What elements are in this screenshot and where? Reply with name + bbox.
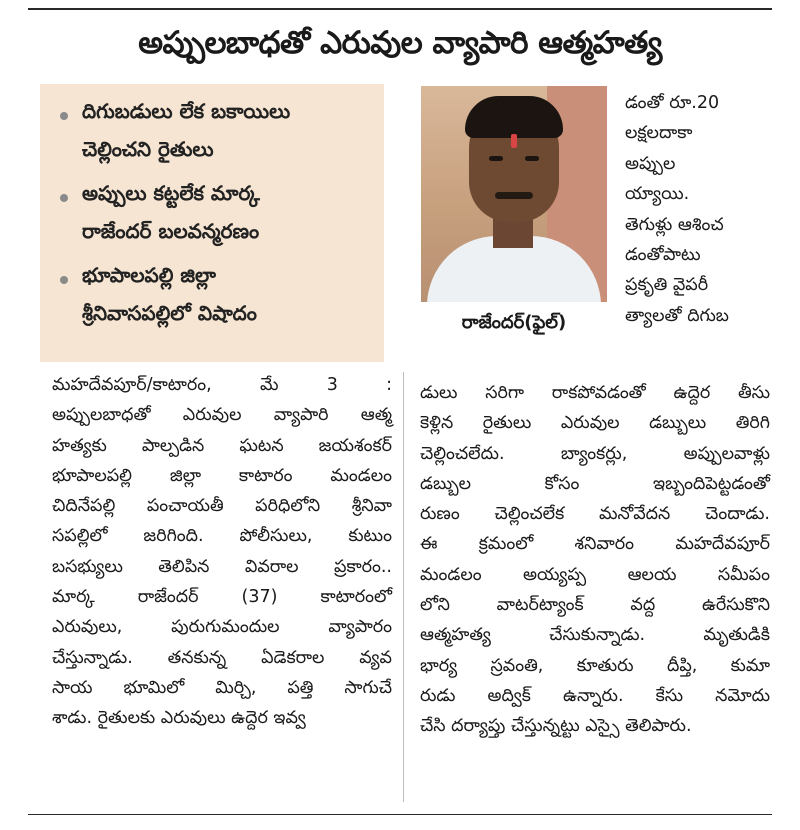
left-body-column xyxy=(52,370,392,734)
side-line: అప్పుల xyxy=(625,153,676,174)
body-line: హత్యకు పాల్పడిన ఘటన జయశంకర్ xyxy=(52,435,392,456)
highlight-text xyxy=(82,92,290,168)
side-line: య్యాయి. xyxy=(625,184,690,205)
photo-eye xyxy=(489,156,503,161)
side-line: ప్రకృతి వైపరీ xyxy=(625,275,709,296)
highlight-line: రాజేందర్ బలవన్మరణం xyxy=(82,219,260,243)
body-line: ఆత్మహత్య చేసుకున్నాడు. మృతుడికి xyxy=(420,625,770,646)
body-line: సపల్లిలో జరిగింది. పోలీసులు, కుటుం xyxy=(52,526,392,547)
highlight-item xyxy=(56,92,374,168)
highlight-item xyxy=(56,256,374,332)
highlight-line: భూపాలపల్లి జిల్లా xyxy=(82,263,216,287)
column-divider xyxy=(403,372,404,802)
body-line: భూపాలపల్లి జిల్లా కాటారం మండలం xyxy=(52,465,392,486)
body-line: ఎరువులు, పురుగుమందుల వ్యాపారం xyxy=(52,617,392,638)
highlight-line: చెల్లించని రైతులు xyxy=(82,137,214,161)
side-text-column xyxy=(625,88,770,331)
body-line: మండలం అయ్యప్ప ఆలయ సమీపం xyxy=(420,564,770,585)
body-line: శాడు. రైతులకు ఎరువులు ఉద్దెర ఇవ్వ xyxy=(52,708,306,729)
side-line: డంతోపాటు xyxy=(625,245,701,266)
body-line: భార్య స్రవంతి, కూతురు దీప్తి, కుమా xyxy=(420,655,770,676)
body-line: కెళ్లిన రైతులు ఎరువుల డబ్బులు తిరిగి xyxy=(420,413,770,434)
body-line: అప్పులబాధతో ఎరువుల వ్యాపారి ఆత్మ xyxy=(52,405,392,426)
photo-caption: రాజేందర్(ఫైల్) xyxy=(461,312,567,333)
photo-eye xyxy=(525,156,539,161)
highlight-line: అప్పులు కట్టలేక మార్క xyxy=(82,181,260,205)
body-line: రుణం చెల్లించలేక మనోవేదన చెందాడు. xyxy=(420,504,770,525)
bullet-icon xyxy=(60,276,68,284)
bullet-icon xyxy=(60,194,68,202)
body-line: సాయ భూమిలో మిర్చి, పత్తి సాగుచే xyxy=(52,677,392,698)
body-line: డులు సరిగా రాకపోవడంతో ఉద్దెర తీసు xyxy=(420,383,770,403)
body-line: చిదినేపల్లి పంచాయతీ పరిధిలోని శ్రీనివా xyxy=(52,496,392,517)
highlight-text xyxy=(82,256,257,332)
highlight-line: దిగుబడులు లేక బకాయిలు xyxy=(82,99,291,123)
headline: అప్పులబాధతో ఎరువుల వ్యాపారి ఆత్మహత్య xyxy=(138,25,662,61)
photo-mustache xyxy=(495,192,533,199)
body-line: లోని వాటర్‌ట్యాంక్ వద్ద ఉరేసుకొని xyxy=(420,595,770,616)
top-rule xyxy=(28,8,772,10)
body-line: రుడు అద్విక్ ఉన్నారు. కేసు నమోదు xyxy=(420,685,770,706)
portrait-photo xyxy=(421,86,607,302)
body-line: మహదేవపూర్/కాటారం, మే 3 : xyxy=(52,375,392,395)
bottom-rule xyxy=(28,814,772,815)
photo-tilak xyxy=(511,134,517,148)
side-line: తెగుళ్లు ఆశించ xyxy=(625,214,724,235)
photo-hair xyxy=(465,96,563,138)
body-line: మార్క రాజేందర్ (37) కాటారంలో xyxy=(52,587,392,608)
body-line: బసభ్యులు తెలిపిన వివరాల ప్రకారం.. xyxy=(52,556,392,577)
side-line: డంతో రూ.20 xyxy=(625,93,720,113)
body-line: ఈ క్రమంలో శనివారం మహదేవపూర్ xyxy=(420,534,770,555)
highlights-box xyxy=(40,84,384,362)
body-line: చేస్తున్నాడు. తనకున్న ఏడెకరాల వ్యవ xyxy=(52,647,392,668)
bullet-icon xyxy=(60,112,68,120)
body-line: చేసి దర్యాప్తు చేస్తున్నట్టు ఎస్సై తెలిపారు. xyxy=(420,716,692,737)
side-line: లక్షలదాకా xyxy=(625,123,693,144)
highlight-line: శ్రీనివాసపల్లిలో విషాదం xyxy=(82,301,257,325)
right-body-column xyxy=(420,378,770,742)
side-line: త్యాలతో దిగుబ xyxy=(625,305,729,326)
highlight-text xyxy=(82,174,260,250)
body-line: డబ్బుల కోసం ఇబ్బందిపెట్టడంతో xyxy=(420,473,770,494)
highlight-item xyxy=(56,174,374,250)
body-line: చెల్లించలేదు. బ్యాంకర్లు, అప్పులవాళ్లు xyxy=(420,443,770,464)
